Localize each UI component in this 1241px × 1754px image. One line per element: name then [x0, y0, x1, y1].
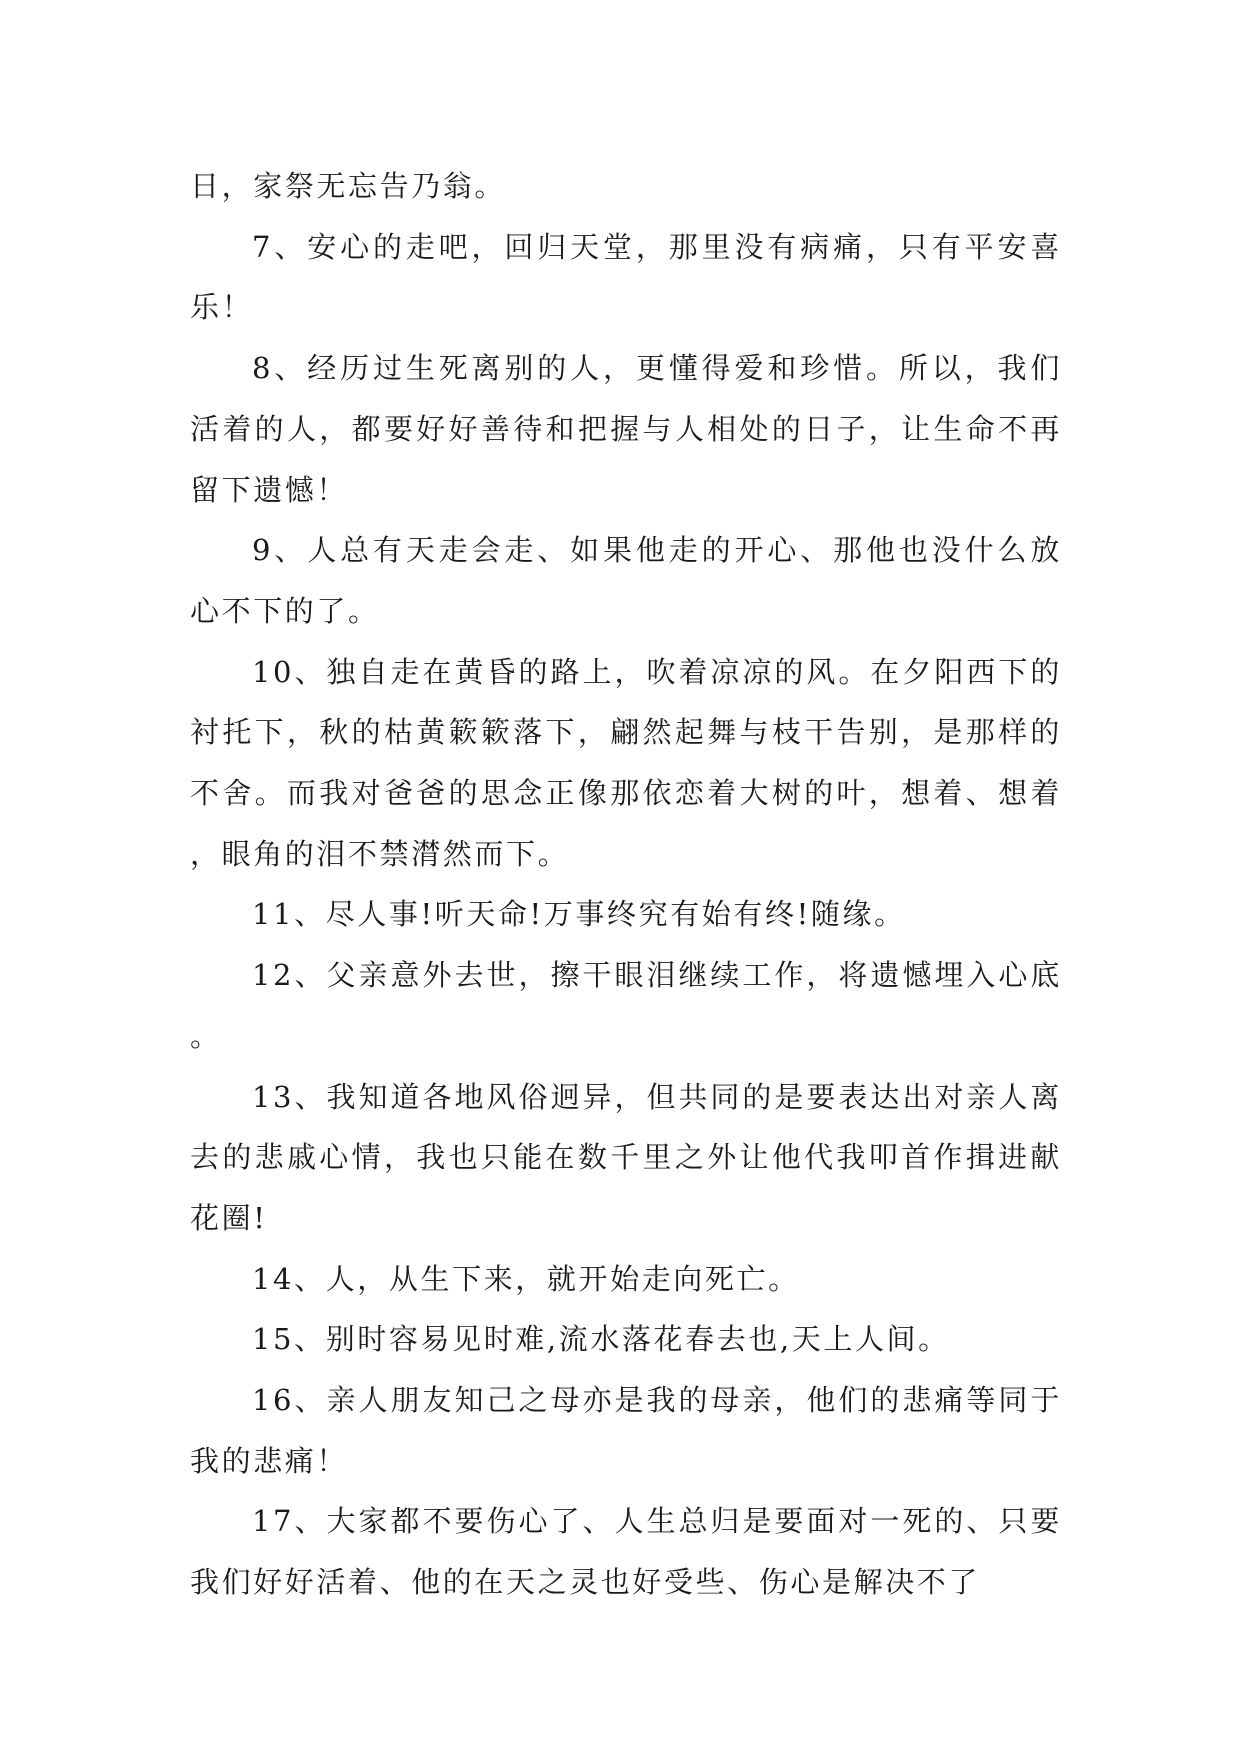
- paragraph-continuation: 日，家祭无忘告乃翁。: [190, 169, 507, 203]
- paragraph-item-10: 10、独自走在黄昏的路上，吹着凉凉的风。在夕阳西下的衬托下，秋的枯黄簌簌落下，翩然起舞与枝干告别，是那样的不舍。而我对爸爸的思念正像那依恋着大树的叶，想着、想着，眼角的泪不禁潸然而下。: [190, 654, 1062, 871]
- paragraph-item-12: 12、父亲意外去世，擦干眼泪继续工作，将遗憾埋入心底。: [190, 958, 1062, 1053]
- paragraph-item-9: 9、人总有天走会走、如果他走的开心、那他也没什么放心不下的了。: [190, 533, 1062, 628]
- paragraph-item-16: 16、亲人朋友知己之母亦是我的母亲，他们的悲痛等同于我的悲痛！: [190, 1383, 1062, 1478]
- paragraph-item-15: 15、别时容易见时难,流水落花春去也,天上人间。: [252, 1322, 950, 1357]
- paragraph-item-17: 17、大家都不要伤心了、人生总归是要面对一死的、只要我们好好活着、他的在天之灵也好受些、伤心是解决不了: [190, 1504, 1062, 1600]
- text-column: [190, 156, 1062, 1613]
- paragraph-item-14: 14、人，从生下来，就开始走向死亡。: [252, 1261, 800, 1296]
- paragraph-item-7: 7、安心的走吧，回归天堂，那里没有病痛，只有平安喜乐！: [190, 229, 1062, 325]
- paragraph-item-11: 11、尽人事!听天命!万事终究有始有终!随缘。: [252, 897, 906, 932]
- paragraph-item-8: 8、经历过生死离别的人，更懂得爱和珍惜。所以，我们活着的人，都要好好善待和把握与人相处的日子，让生命不再留下遗憾！: [190, 351, 1062, 507]
- paragraph-item-13: 13、我知道各地风俗迥异，但共同的是要表达出对亲人离去的悲戚心情，我也只能在数千里之外让他代我叩首作揖进献花圈!: [190, 1079, 1062, 1235]
